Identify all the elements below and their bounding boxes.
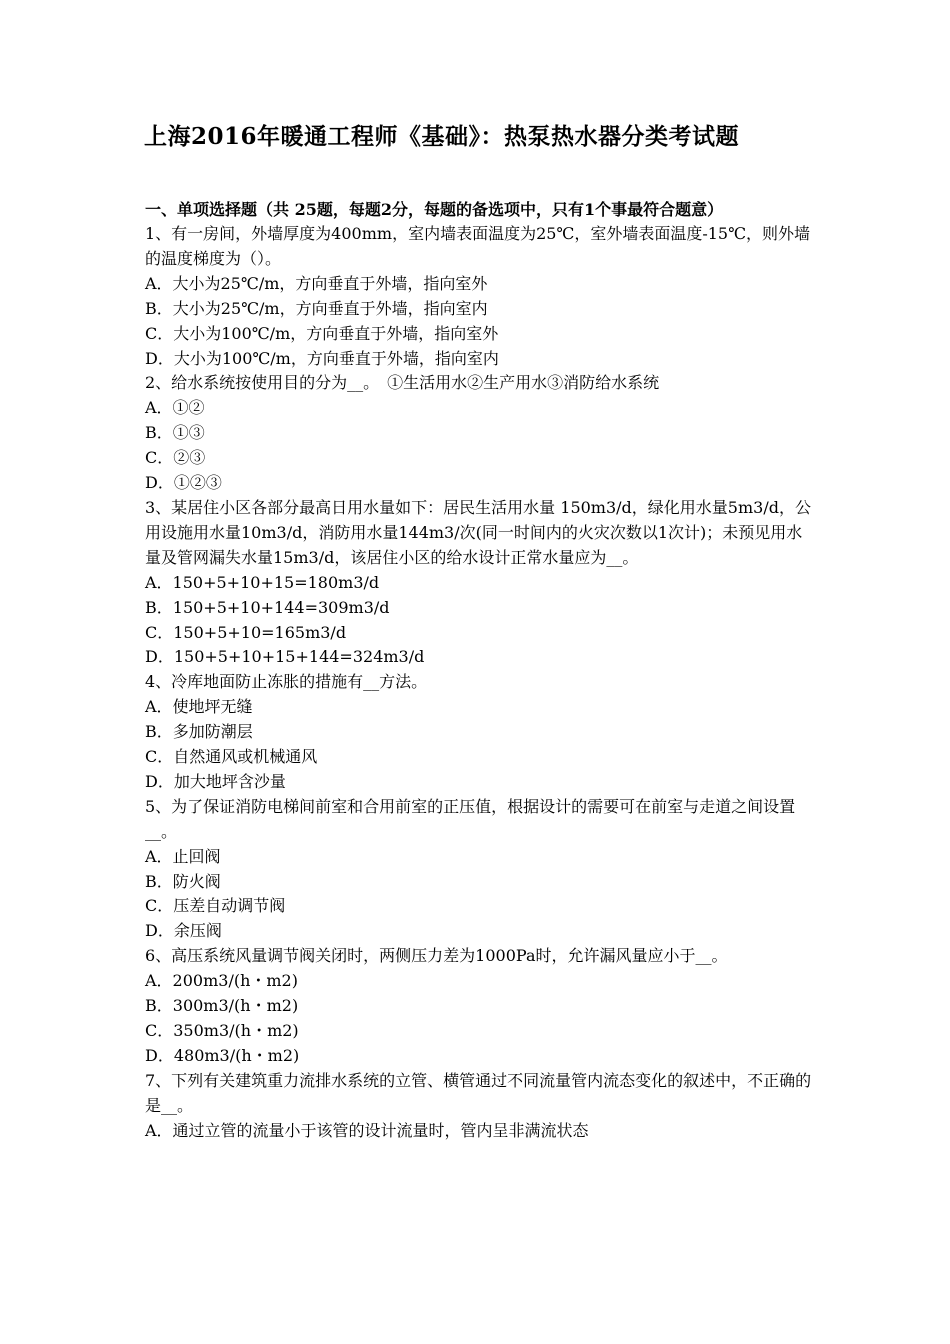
question-text: 4、冷库地面防止冻胀的措施有__方法。 [145, 672, 428, 692]
option-a: A．①② [145, 398, 205, 418]
option-d: D．加大地坪含沙量 [145, 771, 286, 791]
option-c: C．大小为100℃/m，方向垂直于外墙，指向室外 [145, 323, 499, 343]
option-b: B．多加防潮层 [145, 722, 253, 742]
option-d: D．150+5+10+15+144=324m3/d [145, 647, 425, 667]
option-b: B．大小为25℃/m，方向垂直于外墙，指向室内 [145, 298, 488, 318]
option-c: C．350m3/(h・m2) [145, 1021, 299, 1040]
question-text: 7、下列有关建筑重力流排水系统的立管、横管通过不同流量管内流态变化的叙述中，不正确的是__。 [145, 1070, 812, 1115]
question-2 [145, 371, 813, 496]
option-a: A．使地坪无缝 [145, 697, 253, 717]
option-b: B．150+5+10+144=309m3/d [145, 597, 390, 617]
question-text: 5、为了保证消防电梯间前室和合用前室的正压值，根据设计的需要可在前室与走道之间设置__。 [145, 796, 796, 841]
option-b: B．防火阀 [145, 871, 221, 891]
option-a: A．150+5+10+15=180m3/d [145, 572, 380, 592]
question-1 [145, 222, 813, 371]
option-c: C．自然通风或机械通风 [145, 747, 318, 767]
document-title: 上海2016年暖通工程师《基础》：热泵热水器分类考试题 [144, 123, 740, 150]
question-6 [145, 944, 813, 1069]
question-5 [145, 795, 813, 944]
option-b: B．①③ [145, 423, 205, 443]
option-a: A．大小为25℃/m，方向垂直于外墙，指向室外 [145, 273, 488, 293]
option-a: A．200m3/(h・m2) [145, 971, 298, 991]
section-heading: 一、单项选择题（共 25题，每题2分，每题的备选项中，只有1个事最符合题意） [145, 200, 724, 219]
option-a: A．止回阀 [145, 846, 221, 866]
option-d: D．大小为100℃/m，方向垂直于外墙，指向室内 [145, 348, 499, 368]
option-a: A．通过立管的流量小于该管的设计流量时，管内呈非满流状态 [145, 1120, 589, 1140]
question-text: 6、高压系统风量调节阀关闭时，两侧压力差为1000Pa时，允许漏风量应小于__。 [145, 946, 728, 966]
question-7 [145, 1069, 813, 1144]
question-3 [145, 496, 813, 670]
document-body [145, 197, 813, 1144]
option-c: C．150+5+10=165m3/d [145, 622, 347, 642]
option-d: D．480m3/(h・m2) [145, 1045, 300, 1065]
option-c: C．②③ [145, 448, 206, 468]
option-c: C．压差自动调节阀 [145, 896, 286, 916]
option-d: D．余压阀 [145, 921, 222, 941]
option-d: D．①②③ [145, 473, 222, 493]
question-text: 1、有一房间，外墙厚度为400mm，室内墙表面温度为25℃，室外墙表面温度-15℃，则外墙的温度梯度为（）。 [145, 224, 810, 268]
question-text: 3、某居住小区各部分最高日用水量如下：居民生活用水量 150m3/d，绿化用水量5m3/d，公用设施用水量10m3/d，消防用水量144m3/次(同一时间内的火灾次数以1次计)；未预见用水量及管网漏失水量15m3/d，该居住小区的给水设计正常水量应为__。 [145, 497, 811, 567]
option-b: B．300m3/(h・m2) [145, 996, 299, 1016]
question-text: 2、给水系统按使用目的分为__。 ①生活用水②生产用水③消防给水系统 [145, 373, 660, 393]
question-4 [145, 670, 813, 795]
